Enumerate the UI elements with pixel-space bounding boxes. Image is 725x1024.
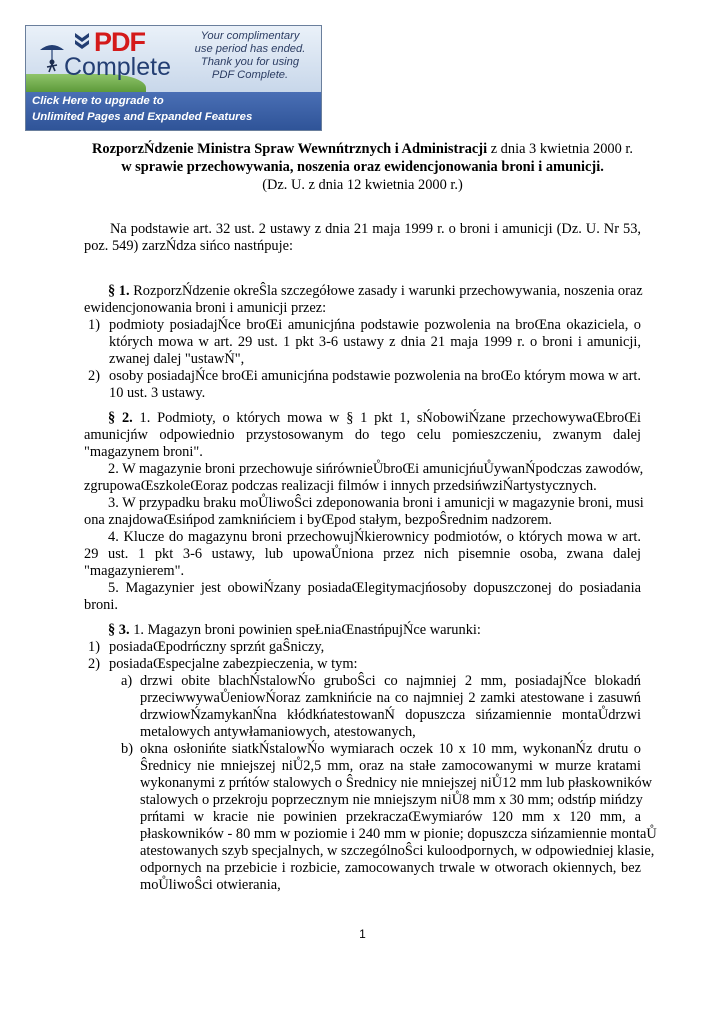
brand-complete: Complete (64, 53, 171, 81)
upgrade-banner[interactable] (25, 25, 322, 131)
s2-line: zgrupowaŒszkoleŒoraz podczas realizacji filmów i innych przedsińwziŃartystycznych. (84, 478, 597, 494)
s1-item-line: podmioty posiadajŃce broŒi amunicjńna podstawie pozwolenia na broŒna okaziciela, o (109, 317, 641, 333)
s2-line: ona znajdowaŒsińpod zamknińciem i byŒpod stałym, bezpoŜrednim nadzorem. (84, 512, 552, 528)
upgrade-link-line[interactable]: Unlimited Pages and Expanded Features (32, 111, 253, 123)
s2-line (108, 410, 641, 427)
trial-message-line: Your complimentary (200, 30, 300, 42)
s2-line: "magazynierem". (84, 563, 185, 579)
s3-sub-line: okna osłonińte siatkŃstalowŃo wymiarach oczek 10 x 10 mm, wykonanŃz drutu o (140, 741, 641, 757)
title-tail: z dnia 3 kwietnia 2000 r. (487, 141, 633, 157)
list-marker: 2) (88, 656, 100, 672)
upgrade-link[interactable] (26, 92, 321, 130)
preamble-line: poz. 549) zarzŃdza sińco nastńpuje: (84, 238, 293, 254)
s3-text: 1. Magazyn broni powinien speŁniaŒnastńpujŃce warunki: (129, 622, 481, 638)
trial-message (186, 30, 314, 82)
s3-sub-line: przeciwwywaŮeniowŃoraz zamknińcie na co najmniej 2 zamki atestowane i zasuwń (140, 690, 641, 706)
s3-sub-line: stalowych o przekroju poprzecznym nie mniejszym niŮ8 mm x 30 mm; odstńp mińdzy (140, 792, 643, 808)
preamble-line: Na podstawie art. 32 ust. 2 ustawy z dnia 21 maja 1999 r. o broni i amunicji (Dz. U. Nr 53, (110, 221, 641, 237)
s2-line: "magazynem broni". (84, 444, 203, 460)
page-number: 1 (359, 927, 366, 941)
s1-line (108, 283, 641, 300)
s1-text: RozporzŃdzenie okreŜla szczegółowe zasady i warunki przechowywania, noszenia oraz (129, 283, 643, 299)
section-number: § 3. (108, 622, 130, 638)
upgrade-link-line[interactable]: Click Here to upgrade to (32, 95, 164, 107)
list-marker: a) (121, 673, 133, 689)
umbrella-figure-icon (38, 40, 66, 78)
s3-sub-line: atestowanych szyb specjalnych, w szczególnoŜci kuloodpornych, w odpowiedniej klasie, (140, 843, 655, 859)
s2-line: 29 ust. 1 pkt 3-6 ustawy, lub upowaŮniona przez nich pisemnie osoba, zwana dalej (84, 546, 641, 562)
s1-item-line: 10 ust. 3 ustawy. (109, 385, 206, 401)
s1-item-line: których mowa w art. 29 ust. 1 pkt 3-6 ustawy z dnia 21 maja 1999 r. o broni i amunicji, (109, 334, 641, 350)
s3-sub-line: metalowych antywłamaniowych, atestowanych, (140, 724, 416, 740)
banner-logo-area (26, 26, 321, 92)
s1-item-line: osoby posiadajŃce broŒi amunicjńna podstawie pozwolenia na broŒo którym mowa w art. (109, 368, 641, 384)
s2-line: 3. W przypadku braku moŮliwoŜci zdeponowania broni i amunicji w magazynie broni, musi (108, 495, 644, 511)
list-marker: b) (121, 741, 133, 757)
chevron-logo-icon (73, 31, 91, 55)
s3-item: posiadaŒpodrńczny sprzńt gaŜniczy, (109, 639, 325, 655)
document-title (0, 141, 725, 158)
section-number: § 2. (108, 410, 133, 426)
section-number: § 1. (108, 283, 130, 299)
s2-line: 2. W magazynie broni przechowuje sińrównieŮbroŒi amunicjńuŮywanŃpodczas zawodów, (108, 461, 644, 477)
s3-intro (108, 622, 481, 639)
document-source: (Dz. U. z dnia 12 kwietnia 2000 r.) (262, 177, 463, 193)
s3-sub-line: drzwi obite blachŃstalowŃo gruboŜci co najmniej 2 mm, posiadajŃce blokadń (140, 673, 641, 689)
brand-pdf: PDF (94, 27, 145, 57)
s2-line: 4. Klucze do magazynu broni przechowujŃkierownicy podmiotów, o których mowa w art. (108, 529, 641, 545)
s2-line: amunicjńw odpowiednio przystosowanym do tego celu pomieszczeniu, zwanym dalej (84, 427, 641, 443)
s1-line: ewidencjonowania broni i amunicji przez: (84, 300, 327, 316)
trial-message-line: Thank you for using (200, 56, 300, 68)
s2-line: broni. (84, 597, 118, 613)
s1-item-line: zwanej dalej "ustawŃ", (109, 351, 245, 367)
trial-message-line: use period has ended. (194, 43, 306, 55)
s3-sub-line: płaskowników - 80 mm w poziomie i 240 mm w pionie; dopuszcza sińzamiennie montaŮ (140, 826, 657, 842)
list-marker: 1) (88, 639, 100, 655)
trial-message-line: PDF Complete. (211, 69, 289, 81)
s2-line: 5. Magazynier jest obowiŃzany posiadaŒlegitymacjńosoby dopuszczonej do posiadania (108, 580, 641, 596)
s3-item: posiadaŒspecjalne zabezpieczenia, w tym: (109, 656, 358, 672)
s3-sub-line: moŮliwoŜci otwierania, (140, 877, 281, 893)
s3-sub-line: prńtami w kracie nie powinien przekraczaŒwymiarów 120 mm x 120 mm, a (140, 809, 641, 825)
list-marker: 1) (88, 317, 100, 333)
document-subtitle: w sprawie przechowywania, noszenia oraz ewidencjonowania broni i amunicji. (121, 159, 604, 175)
s2-text: 1. Podmioty, o których mowa w § 1 pkt 1, sŃobowiŃzane przechowywaŒbroŒi (132, 410, 641, 426)
s3-sub-line: wykonanymi z prńtów stalowych o Ŝrednicy nie mniejszej niŮ12 mm lub płaskowników (140, 775, 652, 791)
s3-sub-line: drzwiowŃzamykanŃna kłódkńatestowanŃ dopuszcza sińzamiennie montaŮdrzwi (140, 707, 641, 723)
title-bold: RozporzŃdzenie Ministra Spraw Wewnńtrznych i Administracji (92, 141, 488, 157)
list-marker: 2) (88, 368, 100, 384)
s3-sub-line: Ŝrednicy nie mniejszej niŮ2,5 mm, oraz na stałe zamocowanymi w murze kratami (140, 758, 641, 774)
s3-sub-line: odpornych na przebicie i rozbicie, zamocowanych trwale w otworach okiennych, bez (140, 860, 641, 876)
